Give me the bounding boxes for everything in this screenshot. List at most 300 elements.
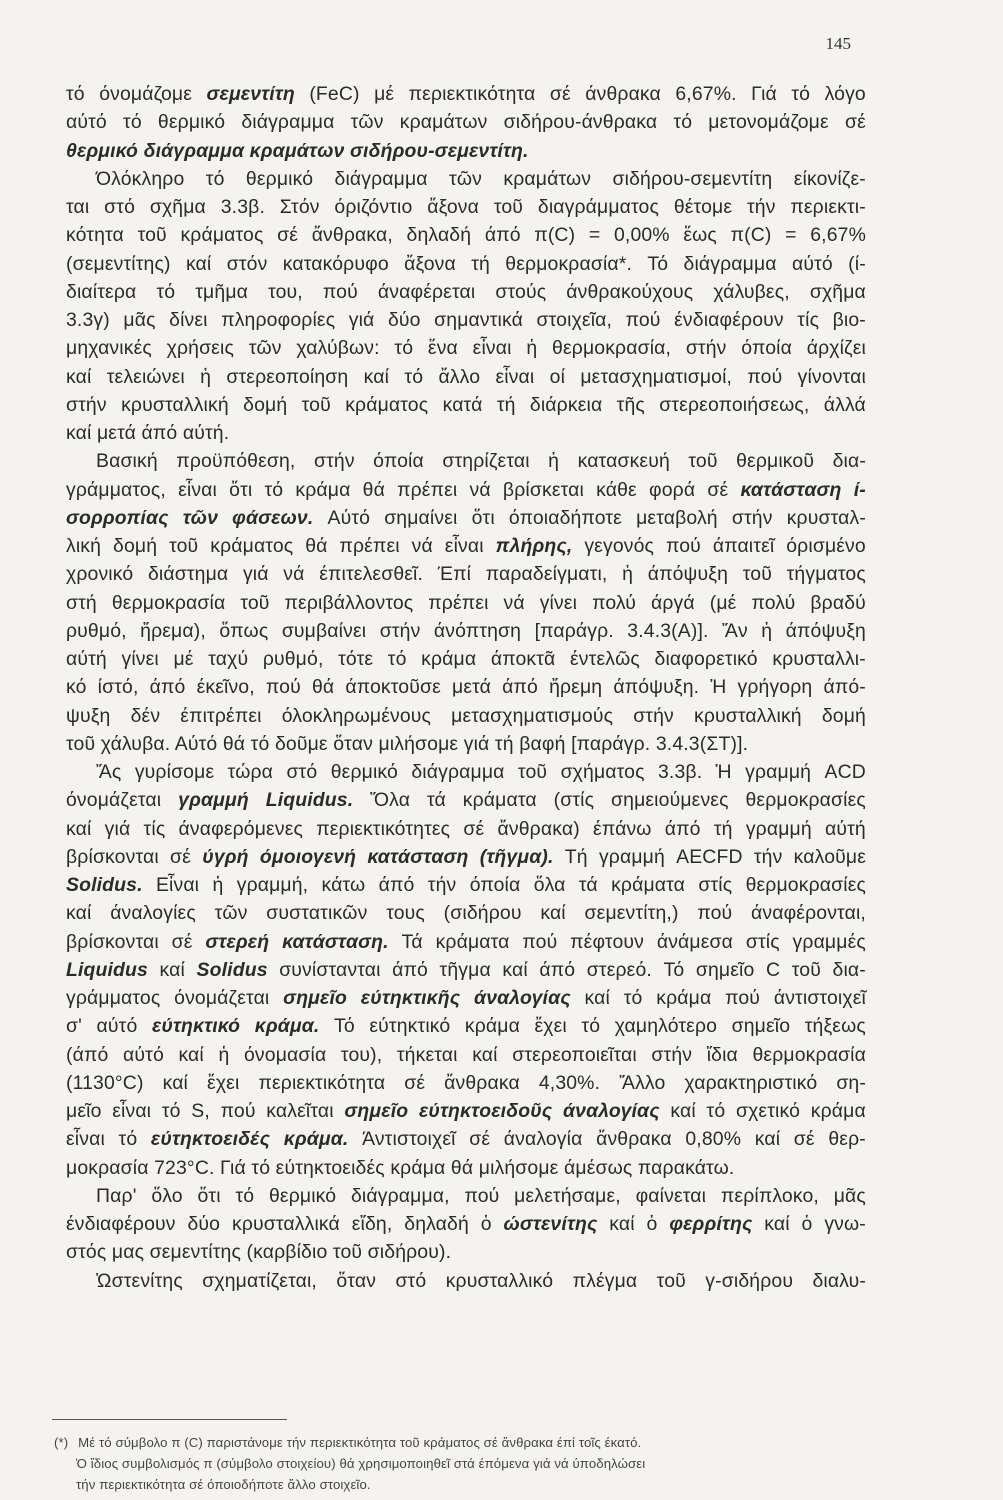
word: γίνει [121,648,159,670]
word: τμῆμα [195,280,248,303]
word: ὅτι [229,478,253,501]
word: κρυσταλλικά [231,1213,340,1235]
word: όποία [741,337,792,360]
word: τήξεως [804,1015,866,1038]
word: πού [625,309,661,331]
word: πού [665,535,701,557]
word: γραμμή [598,845,665,868]
word: στερεοποιήσεως, [659,393,810,416]
word: γιά [242,563,269,586]
text-segment: στός μας σεμεντίτης (καρβίδιο τοῦ σιδήρου). [66,1241,452,1264]
word: κάτω [321,874,366,896]
word: Τό [663,958,685,981]
word: ὁ [801,1213,813,1235]
word: σχῆμα [809,280,866,303]
word: συστατικῶν [266,902,368,925]
word: θερμοκρασίες [745,789,866,812]
word: δύο [387,309,421,331]
word: διαλυ- [812,1269,866,1292]
word: τό [264,478,284,501]
word: ταχύ [208,648,249,670]
text-line [66,1210,866,1238]
word: δια- [832,450,866,473]
word: έπιτελεσθεῖ. [319,563,424,586]
word: ρυθμό, [66,619,127,642]
word: άναφερόμενες [178,817,303,840]
word: θερμοκρασία, [552,337,672,360]
word: οί [549,365,566,388]
word: κράμα [464,1015,520,1038]
word: στερεοποίηση [226,365,349,388]
word: βραδύ [810,591,866,614]
word: στερεοποιεῖται [512,1043,637,1066]
word: ἄνθρακα [444,1071,520,1094]
word: τό [623,987,643,1009]
word: γρήγορη [737,676,813,699]
footnote-line [54,1432,869,1453]
word: όνομάζεται [174,987,270,1009]
word: λική [66,535,102,557]
word: C [766,958,781,981]
word: έκεῖνο, [196,676,255,699]
word: ση- [836,1071,866,1094]
text-line [66,843,866,871]
word: Ἄλλο [619,1071,666,1094]
word: άπόψυξη [785,619,866,642]
word: ὅτι [471,506,495,529]
emphasized-word: Liquidus [66,958,148,981]
footnote-line [54,1453,869,1474]
word: τήν [427,874,457,896]
word: δίνει [169,309,208,331]
word: Ἡ [715,761,732,783]
word: φαίνεται [635,1184,707,1207]
word: σέ [170,845,191,868]
text-line [66,108,866,136]
word: Βασική [96,450,158,473]
word: όνομάζομε [99,83,193,105]
emphasized-word: κατάσταση [740,478,842,501]
word: ρυθμό, [262,648,324,670]
word: τή [496,393,516,416]
word: άπόψυξη. [613,676,700,699]
word: σημεῖο [695,958,755,981]
word: = [588,224,601,247]
word: τό [66,83,85,105]
word: τίς [797,309,820,331]
emphasized-word: εύτηκτοειδοῦς [418,1100,553,1122]
word: διαφορετικό [654,648,758,670]
word: ἄνθρακα, [311,224,393,247]
text-line [66,504,866,532]
word: καί [162,1071,189,1094]
word: Άντιστοιχεῖ [362,1128,456,1151]
text-line [66,193,866,221]
text-line [66,1267,866,1295]
word: αύτό [123,1043,164,1066]
word: ἡ [200,365,212,388]
word: θέτομε [673,196,733,218]
word: πού [464,1184,500,1207]
word: όποιαδήποτε [508,506,622,529]
word: κράμα [295,478,351,501]
word: σιδήρου-άνθρακα [503,111,658,134]
emphasized-word: κράμα. [254,1015,320,1038]
word: μέ [173,648,194,670]
word: πρέπει [397,478,458,501]
text-segment: τοῦ χάλυβα. Αύτό θά τό δοῦμε ὅταν μιλήσομε γιά τή βαφή [παράγρ. 3.4.3(ΣΤ)]. [66,732,749,755]
word: κατακόρυφο [282,252,389,275]
word: ὅλα [533,874,566,896]
emphasized-word: ώστενίτης [503,1213,598,1235]
page-number: 145 [825,34,851,53]
word: άπό [392,958,428,981]
emphasized-word: Solidus. [66,874,143,896]
word: Τή [564,845,588,868]
word: του), [340,1043,383,1066]
word: ἡ [526,337,538,360]
word: ACD [824,761,866,783]
word: χαμηλότερο [614,1015,718,1038]
word: τό [156,280,176,303]
footnote [54,1432,869,1495]
word: κραμάτων [503,167,592,190]
word: δομή [243,393,288,416]
word: τους [386,902,425,925]
word: σέ [793,1128,815,1151]
word: τελειώνει [106,365,185,388]
word: (άπό [66,1043,109,1066]
word: διάγραμμα [241,111,335,134]
word: όνομασία [243,1043,327,1066]
word: τό [673,111,693,134]
word: τώρα [227,761,274,783]
word: περιεκτικότητα [408,83,536,105]
word: στήν [633,704,674,727]
emphasized-word: εύτηκτοειδές [150,1128,271,1151]
word: καί [66,902,92,925]
word: γίνονται [797,365,866,388]
word: 3.3γ) [66,309,110,331]
word: καί [609,1213,635,1235]
word: πρέπει [428,591,489,614]
word: στήν [66,393,107,416]
word: Τά [401,930,423,953]
word: κάθε [596,478,637,501]
word: διάγραμμα [411,761,505,783]
word: ἔχει [534,1015,567,1038]
text-line [66,532,866,560]
emphasized-word: κράμα. [283,1128,349,1151]
word: συνίστανται [279,958,381,981]
word: ίστό, [97,676,139,699]
word: Παρ' [96,1184,137,1207]
text-line [66,673,866,701]
word: σημαίνει [384,506,458,529]
word: νά [469,478,491,501]
word: καί [185,252,212,275]
emphasized-term: θερμικό διάγραμμα κραμάτων σιδήρου-σεμεντίτη. [66,139,529,162]
text-line [66,334,866,362]
word: θερμοκρασία [111,591,226,614]
emphasized-word: κατάσταση [367,845,469,868]
word: ἄξονα [404,252,456,275]
word: χρήσεις [166,337,234,360]
text-line [66,1041,866,1069]
word: όποία [373,450,424,473]
word: άργά [651,591,695,614]
word: μετασχηματισμοί, [580,365,733,388]
word: άπό [149,676,186,699]
word: στηρίζεται [442,450,530,473]
word: εἶναι [444,535,484,557]
word: Όλόκληρο [96,167,185,190]
word: χαρακτηριστικό [684,1071,818,1094]
word: αύτή [66,648,107,670]
word: ὅτι [197,1184,221,1207]
word: τή [471,252,490,275]
word: πολύ [592,591,637,614]
word: πού [747,365,783,388]
word: εἶναι [178,478,217,501]
word: δύο [187,1213,221,1235]
word: αύτό [96,1015,138,1038]
word: άνάμεσα [656,930,733,953]
word: ἡ [212,874,224,896]
word: κρυσταλλική [121,393,229,416]
word: θερμικοῦ [736,450,815,473]
word: τοῦ [240,591,270,614]
word: γραμμές [792,930,866,953]
word: άρχίζει [806,337,866,360]
word: τήν [753,845,783,868]
text-line [66,956,866,984]
word: ὅπως [219,619,269,642]
word: γνω- [824,1213,866,1235]
text-line [66,278,866,306]
text-line [66,899,866,927]
word: σέ [844,111,866,134]
word: Έπί [437,563,472,586]
word: περιεκτικότητες [316,817,451,840]
word: δομή [113,535,158,557]
text-line [66,702,866,730]
word: τῶν [449,167,482,190]
word: σέ [463,817,485,840]
word: κατασκευή [577,450,670,473]
word: δηλαδή [406,224,472,247]
word: (ί- [848,252,866,275]
text-line [66,758,866,786]
word: τό [161,1100,181,1122]
word: βρίσκεται [502,478,584,501]
footnote-marker: (*) [54,1435,69,1450]
text-line [66,447,866,475]
word: στήν [651,1043,693,1066]
word: τοῦ [301,393,331,416]
footnote-text: Μέ τό σύμβολο π (C) παριστάνομε τήν περιεκτικότητα τοῦ κράματος σέ ἄνθρακα έπί τοῖς έκατό. [78,1435,642,1450]
word: 4,30%. [538,1071,601,1094]
emphasized-word: κατάσταση. [282,930,389,953]
word: τῶν [350,111,384,134]
word: ένδιαφέρουν [66,1213,176,1235]
word: χάλυβες, [713,280,790,303]
word: καί [540,902,566,925]
word: γεγονός [584,535,655,557]
word: κρυσταλλικό [445,1269,554,1292]
word: δηλαδή [404,1213,469,1235]
text-line [66,1154,866,1182]
word: διάστημα [147,563,229,586]
word: θερμικό [245,167,314,190]
word: σέ [277,224,299,247]
word: δέν [130,704,161,727]
word: διάγραμμα, [350,1184,450,1207]
text-line [66,137,866,165]
word: σχηματίζεται, [202,1269,317,1292]
word: κρυσταλλική [694,704,802,727]
word: στίς [745,930,780,953]
word: όριζόντιο [334,196,413,218]
word: [παράγρ. [534,619,614,642]
word: Ὅλα [370,789,411,812]
word: άναλογία [503,1128,583,1151]
word: τότε [338,648,374,670]
word: διαίτερα [66,280,137,303]
word: S, [191,1100,210,1122]
word: τό [791,83,811,105]
word: τό [387,648,407,670]
word: τό [118,1128,138,1151]
word: παραδείγματι, [485,563,608,586]
word: τό [404,365,424,388]
emphasized-word: όμοιογενή [259,845,357,868]
word: άναλογίες [110,902,196,925]
word: μᾶς [123,309,156,331]
word: περιεκτικότητα [258,1071,386,1094]
word: ἤρεμη [549,676,603,699]
emphasized-word: στερεή [205,930,270,953]
text-line [66,589,866,617]
word: βρίσκονται [66,930,159,953]
word: σ' [66,1015,82,1038]
word: άπό [502,676,538,699]
word: στήν [379,619,421,642]
word: άποκτᾶ [490,648,556,670]
word: άπό [539,958,576,981]
word: κότητα [66,224,124,247]
word: γίνει [539,591,578,614]
word: άπό- [823,676,866,699]
word: ψυξη [66,704,111,727]
word: καί [754,1128,781,1151]
word: μετασχηματισμούς [451,704,614,727]
word: Γιά [751,83,777,105]
word: καί [66,817,92,840]
word: μηχανικές [66,337,152,360]
word: σχήματος [560,761,645,783]
word: κρυσταλλι- [772,648,866,670]
word: (σιδήρου [443,902,522,925]
word: μελετήσαμε, [514,1184,621,1207]
word: θά [362,478,385,501]
word: τοῦ [137,224,167,247]
word: στό [395,1269,427,1292]
word: τοῦ [742,563,772,586]
word: ἄξονα [427,196,480,218]
word: ἄνθρακα [596,1128,672,1151]
word: καί [670,1100,696,1122]
word: (FeC) [309,83,360,105]
word: τή [713,817,733,840]
word: γυρίσομε [134,761,215,783]
word: συμβαίνει [281,619,367,642]
word: ἡ [218,1043,230,1066]
word: τοῦ [688,450,718,473]
word: νά [283,563,305,586]
word: στοιχεῖα, [536,309,613,331]
word: γραμμή, [236,874,309,896]
word: ὁ [480,1213,492,1235]
word: μετονομάζομε [708,111,829,134]
word: Ἄς [96,761,122,783]
word: τοῦ [656,1269,686,1292]
emphasized-word: Solidus [196,958,268,981]
emphasized-word: εύτηκτικό [151,1015,241,1038]
word: θερμικό [330,761,398,783]
word: τό [394,337,414,360]
word: στήν [313,450,355,473]
word: πού [322,280,358,303]
word: άπό [378,874,415,896]
text-line [66,1069,866,1097]
word: ἔχει [207,1071,240,1094]
word: τῶν [214,902,248,925]
word: άπό [664,817,701,840]
word: γράμματος, [66,478,166,501]
word: ἕως [683,224,717,247]
word: άπό [484,224,521,247]
word: σχῆμα [149,196,206,218]
word: ἡ [761,619,773,642]
word: θά [311,676,335,699]
word: γιά [348,309,375,331]
word: Ὠστενίτης [96,1269,183,1292]
word: καλοῦμε [793,845,866,868]
text-line [66,928,866,956]
word: εἶναι [495,365,535,388]
word: σημεῖο [731,1015,791,1038]
word: εἶναι [66,1128,105,1151]
emphasized-word: πλήρης, [495,535,573,557]
word: καί [66,365,92,388]
word: άποκτοῦσε [345,676,441,699]
text-line [66,645,866,673]
word: τῆγμα [439,958,491,981]
word: κράμα [810,1100,866,1122]
word: σεμεντίτη,) [584,902,679,925]
word: 0,80% [685,1128,742,1151]
text-line [66,730,866,758]
word: Τό [647,252,669,275]
word: (σεμεντίτης) [66,252,171,275]
word: πληροφορίες [221,309,336,331]
word: καί [159,958,185,981]
word: εἶναι [472,337,512,360]
word: δομή [821,704,866,727]
word: τήν [746,196,776,218]
word: περιβάλλοντος [284,591,414,614]
